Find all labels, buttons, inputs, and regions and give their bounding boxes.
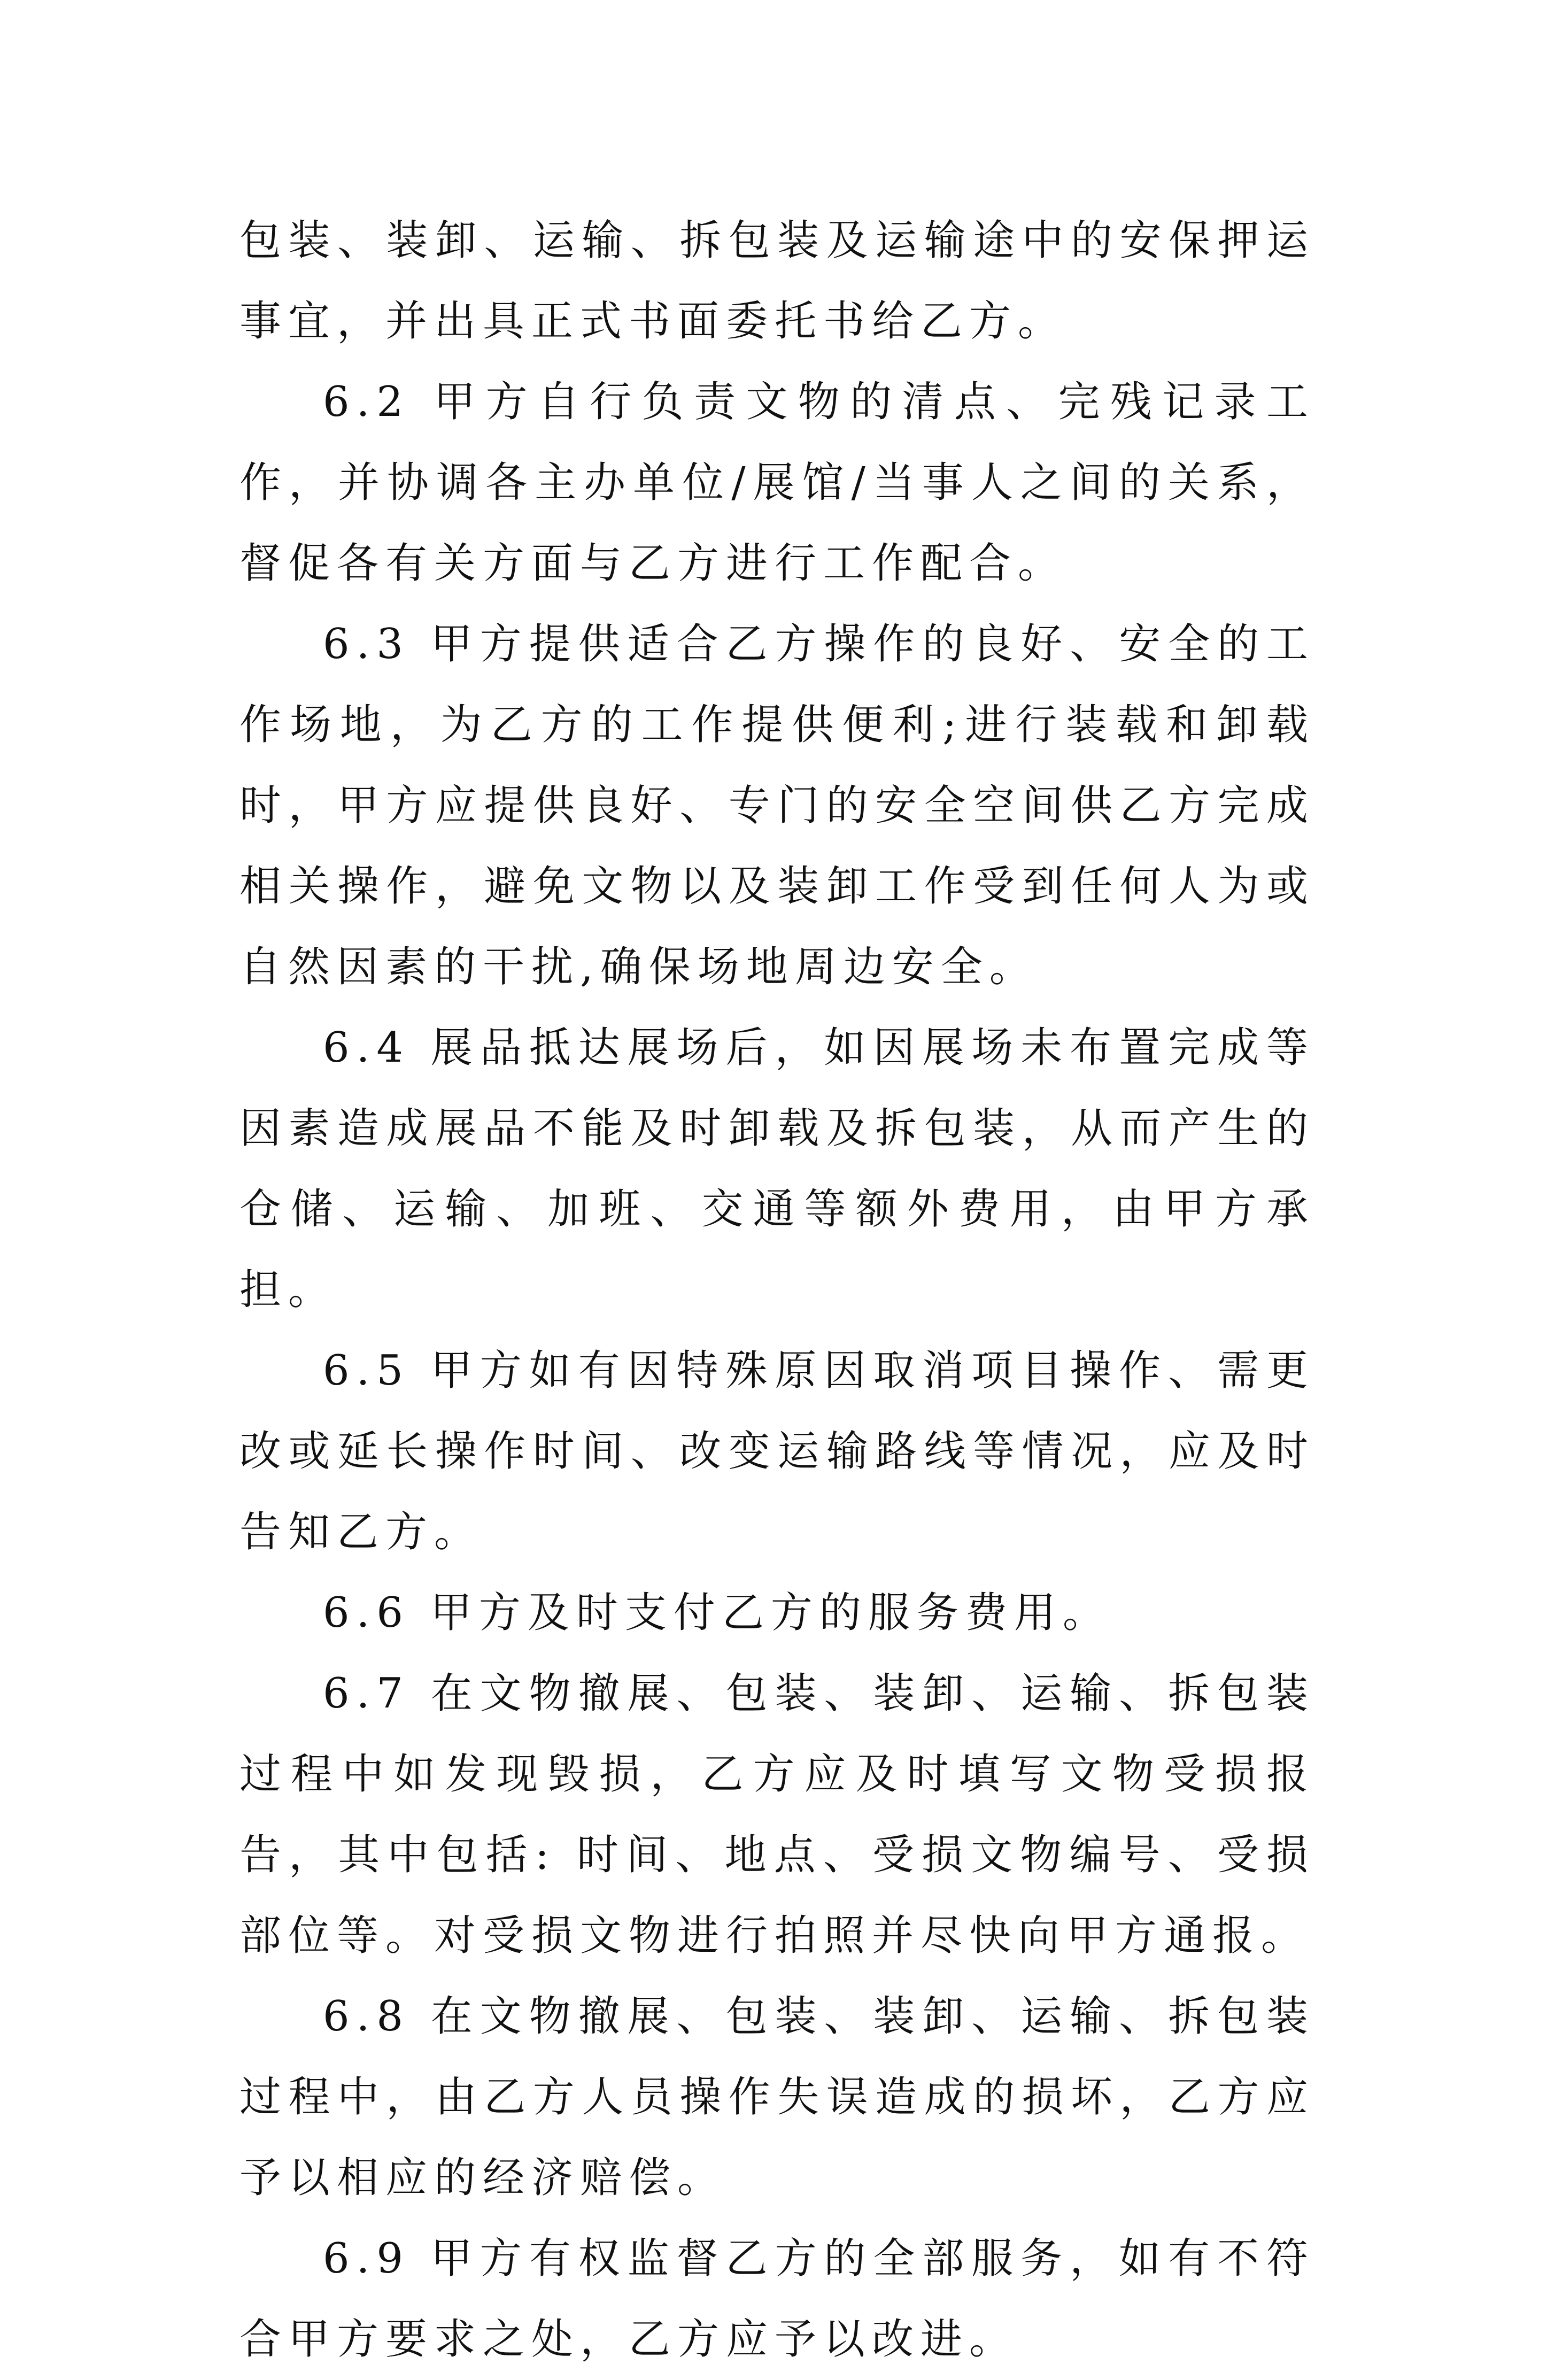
- document-body: [239, 200, 1315, 2380]
- paragraph-continued: 包装、装卸、运输、拆包装及运输途中的安保押运事宜，并出具正式书面委托书给乙方。: [239, 217, 1315, 345]
- paragraph-6-7: 6.7 在文物撤展、包装、装卸、运输、拆包装过程中如发现毁损，乙方应及时填写文物受损报告，其中包括: 时间、地点、受损文物编号、受损部位等。对受损文物进行拍照并尽快向甲方通报。: [239, 1670, 1315, 1960]
- paragraph-6-3: 6.3 甲方提供适合乙方操作的良好、安全的工作场地，为乙方的工作提供便利;进行装载和卸载时，甲方应提供良好、专门的安全空间供乙方完成相关操作，避免文物以及装卸工作受到任何人为或自然因素的干扰,确保场地周边安全。: [239, 620, 1315, 991]
- paragraph-6-2: 6.2 甲方自行负责文物的清点、完残记录工作，并协调各主办单位/展馆/当事人之间的关系，督促各有关方面与乙方进行工作配合。: [239, 378, 1315, 588]
- paragraph-6-5: 6.5 甲方如有因特殊原因取消项目操作、需更改或延长操作时间、改变运输路线等情况，应及时告知乙方。: [239, 1347, 1315, 1556]
- paragraph-6-9: 6.9 甲方有权监督乙方的全部服务，如有不符合甲方要求之处，乙方应予以改进。: [239, 2235, 1315, 2363]
- paragraph-6-6: 6.6 甲方及时支付乙方的服务费用。: [323, 1589, 1111, 1637]
- paragraph-6-8: 6.8 在文物撤展、包装、装卸、运输、拆包装过程中，由乙方人员操作失误造成的损坏，乙方应予以相应的经济赔偿。: [239, 1992, 1315, 2202]
- paragraph-6-4: 6.4 展品抵达展场后，如因展场未布置完成等因素造成展品不能及时卸载及拆包装，从而产生的仓储、运输、加班、交通等额外费用，由甲方承担。: [239, 1024, 1315, 1314]
